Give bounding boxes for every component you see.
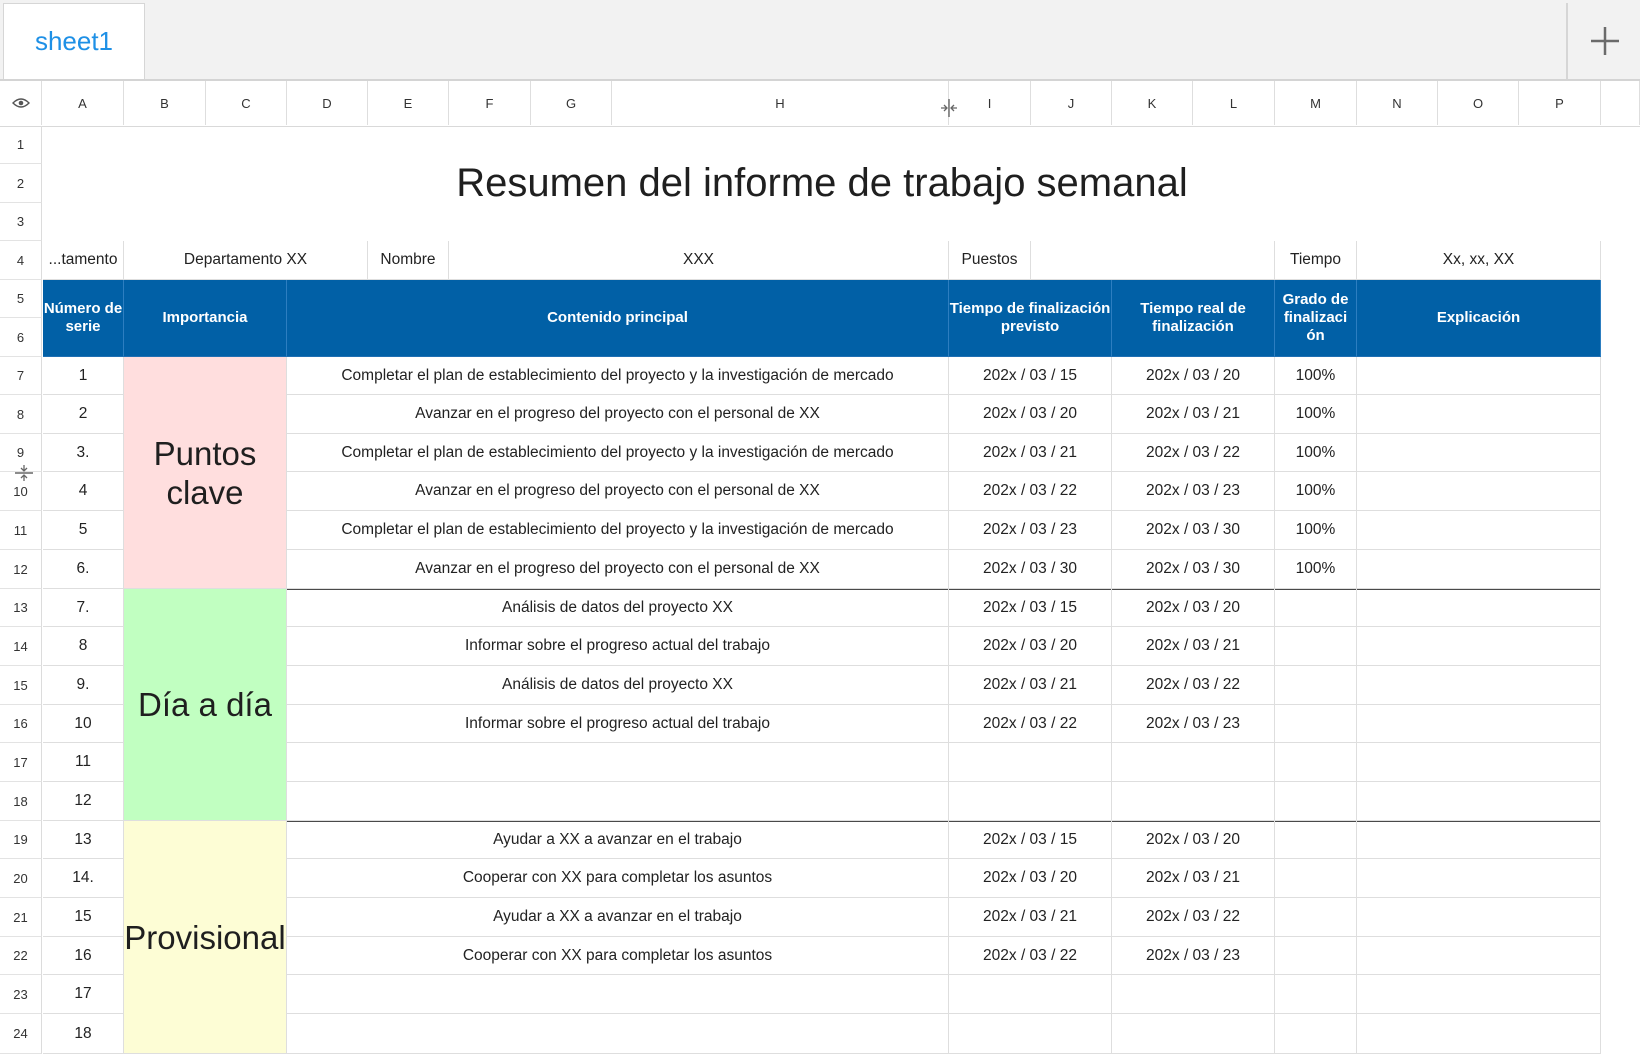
planned-date-cell[interactable]: 202x / 03 / 20 [949,395,1112,434]
column-header-n[interactable]: N [1357,81,1438,125]
degree-cell[interactable]: 100% [1275,395,1357,434]
explanation-cell[interactable] [1357,627,1601,666]
planned-date-cell[interactable]: 202x / 03 / 22 [949,705,1112,743]
content-cell[interactable] [287,743,949,782]
explanation-cell[interactable] [1357,357,1601,395]
column-header-a[interactable]: A [42,81,124,125]
explanation-cell[interactable] [1357,434,1601,472]
serial-cell[interactable]: 4 [43,472,124,511]
row-header-20[interactable]: 20 [0,859,42,898]
column-header-c[interactable]: C [206,81,287,125]
actual-date-cell[interactable] [1112,743,1275,782]
planned-date-cell[interactable]: 202x / 03 / 20 [949,627,1112,666]
planned-date-cell[interactable]: 202x / 03 / 21 [949,434,1112,472]
header-importance[interactable]: Importancia [124,280,287,357]
eye-icon [12,97,30,109]
planned-date-cell[interactable]: 202x / 03 / 23 [949,511,1112,550]
degree-cell[interactable] [1275,1014,1357,1054]
column-header-e[interactable]: E [368,81,449,125]
content-cell[interactable]: Avanzar en el progreso del proyecto con el personal de XX [287,550,949,589]
degree-cell[interactable]: 100% [1275,550,1357,589]
content-cell[interactable]: Completar el plan de establecimiento del proyecto y la investigación de mercado [287,434,949,472]
explanation-cell[interactable] [1357,705,1601,743]
degree-cell[interactable]: 100% [1275,472,1357,511]
explanation-cell[interactable] [1357,898,1601,937]
actual-date-cell[interactable]: 202x / 03 / 23 [1112,937,1275,975]
name-value-cell[interactable]: XXX [449,241,949,280]
planned-date-cell[interactable]: 202x / 03 / 30 [949,550,1112,589]
planned-date-cell[interactable]: 202x / 03 / 22 [949,937,1112,975]
actual-date-cell[interactable]: 202x / 03 / 22 [1112,666,1275,705]
row-header-3[interactable]: 3 [0,203,42,241]
dept-label-cell[interactable]: ...tamento [43,241,124,280]
row-header-1[interactable]: 1 [0,126,42,164]
group-key-points[interactable]: Puntos clave [124,357,287,589]
tab-sheet1-label: sheet1 [34,26,114,56]
explanation-cell[interactable] [1357,395,1601,434]
serial-cell[interactable]: 11 [43,743,124,782]
explanation-cell[interactable] [1357,821,1601,859]
content-cell[interactable]: Completar el plan de establecimiento del proyecto y la investigación de mercado [287,357,949,395]
explanation-cell[interactable] [1357,1014,1601,1054]
planned-date-cell[interactable] [949,975,1112,1014]
serial-cell[interactable]: 3. [43,434,124,472]
content-cell[interactable]: Informar sobre el progreso actual del trabajo [287,705,949,743]
group-provisional[interactable]: Provisional [124,821,287,1054]
post-label-cell[interactable]: Puestos [949,241,1031,280]
serial-cell[interactable]: 13 [43,821,124,859]
row-resize-icon[interactable] [14,463,34,483]
degree-cell[interactable] [1275,782,1357,821]
planned-date-cell[interactable]: 202x / 03 / 15 [949,821,1112,859]
explanation-cell[interactable] [1357,511,1601,550]
row-header-23[interactable]: 23 [0,975,42,1014]
serial-cell[interactable]: 17 [43,975,124,1014]
degree-cell[interactable] [1275,898,1357,937]
content-cell[interactable]: Completar el plan de establecimiento del proyecto y la investigación de mercado [287,511,949,550]
content-cell[interactable]: Ayudar a XX a avanzar en el trabajo [287,821,949,859]
actual-date-cell[interactable]: 202x / 03 / 30 [1112,511,1275,550]
content-cell[interactable]: Cooperar con XX para completar los asuntos [287,937,949,975]
degree-cell[interactable]: 100% [1275,511,1357,550]
planned-date-cell[interactable]: 202x / 03 / 21 [949,666,1112,705]
header-degree[interactable]: Grado de finalizaci ón [1275,280,1357,357]
sheet-tab-bar [0,0,1640,81]
column-header-h[interactable]: H [612,81,949,125]
column-header-d[interactable]: D [287,81,368,125]
content-cell[interactable]: Ayudar a XX a avanzar en el trabajo [287,898,949,937]
actual-date-cell[interactable] [1112,975,1275,1014]
column-header-i[interactable]: I [949,81,1031,125]
degree-cell[interactable]: 100% [1275,357,1357,395]
content-cell[interactable]: Análisis de datos del proyecto XX [287,589,949,627]
actual-date-cell[interactable]: 202x / 03 / 22 [1112,898,1275,937]
row-header-9[interactable]: 9 [0,434,42,472]
degree-cell[interactable] [1275,821,1357,859]
actual-date-cell[interactable]: 202x / 03 / 20 [1112,357,1275,395]
explanation-cell[interactable] [1357,550,1601,589]
explanation-cell[interactable] [1357,859,1601,898]
actual-date-cell[interactable]: 202x / 03 / 20 [1112,821,1275,859]
serial-cell[interactable]: 16 [43,937,124,975]
content-cell[interactable]: Informar sobre el progreso actual del trabajo [287,627,949,666]
post-value-cell[interactable] [1031,241,1275,280]
explanation-cell[interactable] [1357,782,1601,821]
explanation-cell[interactable] [1357,589,1601,627]
serial-cell[interactable]: 10 [43,705,124,743]
row-header-12[interactable]: 12 [0,550,42,589]
row-header-14[interactable]: 14 [0,627,42,666]
row-header-6[interactable]: 6 [0,318,42,357]
row-header-17[interactable]: 17 [0,743,42,782]
actual-date-cell[interactable]: 202x / 03 / 21 [1112,395,1275,434]
actual-date-cell[interactable]: 202x / 03 / 22 [1112,434,1275,472]
group-daily[interactable]: Día a día [124,589,287,821]
serial-cell[interactable]: 2 [43,395,124,434]
content-cell[interactable] [287,782,949,821]
row-header-19[interactable]: 19 [0,821,42,859]
row-header-5[interactable]: 5 [0,280,42,318]
row-header-13[interactable]: 13 [0,589,42,627]
serial-cell[interactable]: 9. [43,666,124,705]
content-cell[interactable]: Avanzar en el progreso del proyecto con el personal de XX [287,472,949,511]
row-header-8[interactable]: 8 [0,395,42,434]
header-content[interactable]: Contenido principal [287,280,949,357]
planned-date-cell[interactable] [949,782,1112,821]
serial-cell[interactable]: 1 [43,357,124,395]
serial-cell[interactable]: 15 [43,898,124,937]
content-cell[interactable] [287,1014,949,1054]
explanation-cell[interactable] [1357,743,1601,782]
serial-cell[interactable]: 6. [43,550,124,589]
actual-date-cell[interactable]: 202x / 03 / 21 [1112,627,1275,666]
add-sheet-button[interactable] [1566,3,1640,79]
planned-date-cell[interactable]: 202x / 03 / 20 [949,859,1112,898]
content-cell[interactable] [287,975,949,1014]
column-header-g[interactable]: G [531,81,612,125]
visibility-toggle[interactable] [0,81,42,125]
column-header-b[interactable]: B [124,81,206,125]
column-header-f[interactable]: F [449,81,531,125]
column-header-l[interactable]: L [1193,81,1275,125]
row-header-7[interactable]: 7 [0,357,42,395]
degree-cell[interactable] [1275,705,1357,743]
row-header-24[interactable]: 24 [0,1014,42,1054]
content-cell[interactable]: Avanzar en el progreso del proyecto con el personal de XX [287,395,949,434]
degree-cell[interactable] [1275,859,1357,898]
row-header-16[interactable]: 16 [0,705,42,743]
planned-date-cell[interactable] [949,743,1112,782]
row-header-2[interactable]: 2 [0,164,42,203]
tab-sheet1[interactable] [3,3,145,79]
column-header-j[interactable]: J [1031,81,1112,125]
serial-cell[interactable]: 18 [43,1014,124,1054]
actual-date-cell[interactable] [1112,782,1275,821]
actual-date-cell[interactable]: 202x / 03 / 20 [1112,589,1275,627]
planned-date-cell[interactable]: 202x / 03 / 22 [949,472,1112,511]
actual-date-cell[interactable] [1112,1014,1275,1054]
row-header-18[interactable]: 18 [0,782,42,821]
serial-cell[interactable]: 7. [43,589,124,627]
serial-cell[interactable]: 14. [43,859,124,898]
column-header-k[interactable]: K [1112,81,1193,125]
degree-cell[interactable]: 100% [1275,434,1357,472]
content-cell[interactable]: Análisis de datos del proyecto XX [287,666,949,705]
row-header-10[interactable]: 10 [0,472,42,511]
actual-date-cell[interactable]: 202x / 03 / 30 [1112,550,1275,589]
explanation-cell[interactable] [1357,975,1601,1014]
column-header-bar [0,81,1640,127]
explanation-cell[interactable] [1357,937,1601,975]
explanation-cell[interactable] [1357,666,1601,705]
serial-cell[interactable]: 12 [43,782,124,821]
actual-date-cell[interactable]: 202x / 03 / 23 [1112,472,1275,511]
planned-date-cell[interactable]: 202x / 03 / 21 [949,898,1112,937]
actual-date-cell[interactable]: 202x / 03 / 23 [1112,705,1275,743]
planned-date-cell[interactable] [949,1014,1112,1054]
column-header-p[interactable]: P [1519,81,1601,125]
serial-cell[interactable]: 8 [43,627,124,666]
header-planned[interactable]: Tiempo de finalización previsto [949,280,1112,357]
column-header-partial[interactable] [1601,81,1640,125]
name-label-cell[interactable]: Nombre [368,241,449,280]
report-title[interactable]: Resumen del informe de trabajo semanal [456,161,1188,205]
row-header-15[interactable]: 15 [0,666,42,705]
time-label-cell[interactable]: Tiempo [1275,241,1357,280]
row-header-22[interactable]: 22 [0,937,42,975]
degree-cell[interactable] [1275,589,1357,627]
column-header-o[interactable]: O [1438,81,1519,125]
column-resize-icon[interactable] [939,98,959,118]
dept-value-cell[interactable]: Departamento XX [124,241,368,280]
row-header-4[interactable]: 4 [0,241,42,280]
header-actual[interactable]: Tiempo real de finalización [1112,280,1275,357]
content-cell[interactable]: Cooperar con XX para completar los asuntos [287,859,949,898]
degree-cell[interactable] [1275,743,1357,782]
planned-date-cell[interactable]: 202x / 03 / 15 [949,357,1112,395]
header-explanation[interactable]: Explicación [1357,280,1601,357]
row-header-11[interactable]: 11 [0,511,42,550]
column-header-m[interactable]: M [1275,81,1357,125]
degree-cell[interactable] [1275,666,1357,705]
plus-icon [1588,24,1622,58]
planned-date-cell[interactable]: 202x / 03 / 15 [949,589,1112,627]
degree-cell[interactable] [1275,627,1357,666]
header-serial[interactable]: Número de serie [43,280,124,357]
row-header-21[interactable]: 21 [0,898,42,937]
time-value-cell[interactable]: Xx, xx, XX [1357,241,1601,280]
explanation-cell[interactable] [1357,472,1601,511]
degree-cell[interactable] [1275,937,1357,975]
degree-cell[interactable] [1275,975,1357,1014]
actual-date-cell[interactable]: 202x / 03 / 21 [1112,859,1275,898]
serial-cell[interactable]: 5 [43,511,124,550]
